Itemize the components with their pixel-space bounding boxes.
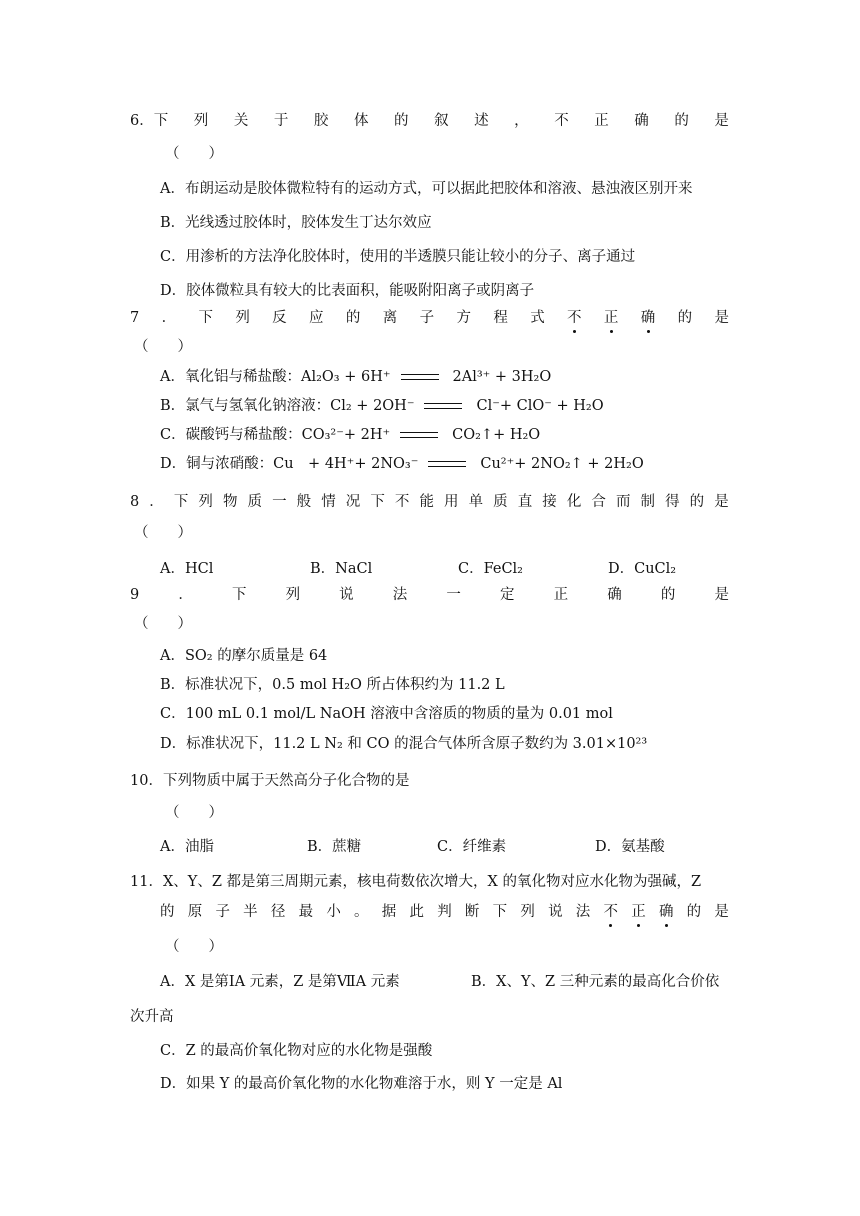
emphasis-char: 正 <box>603 310 619 326</box>
q11-answer-paren: （ ） <box>165 939 223 955</box>
q7-option-c: C．碳酸钙与稀盐酸：CO₃²⁻+ 2H⁺ CO₂↑+ H₂O <box>160 427 541 443</box>
q6-stem: 6．下 列 关 于 胶 体 的 叙 述 ， 不 正 确 的 是 <box>130 113 729 129</box>
q11-stem-line2: 的 原 子 半 径 最 小 。 据 此 判 断 下 列 说 法 不 正 确 的 是 <box>160 904 729 920</box>
q8-option-c: C．FeCl₂ <box>458 561 523 577</box>
q10-option-a: A．油脂 <box>160 839 214 855</box>
q9-option-b: B．标准状况下，0.5 mol H₂O 所占体积约为 11.2 L <box>160 677 505 693</box>
q10-answer-paren: （ ） <box>165 805 223 821</box>
q7-option-d: D．铜与浓硝酸：Cu + 4H⁺+ 2NO₃⁻ Cu²⁺+ 2NO₂↑ + 2H₂O <box>160 456 644 472</box>
q9-answer-paren: （ ） <box>134 616 192 632</box>
q8-stem: 8 ． 下 列 物 质 一 般 情 况 下 不 能 用 单 质 直 接 化 合 而 制 得 的 是 <box>130 494 729 510</box>
q6-answer-paren: （ ） <box>165 146 223 162</box>
q8-answer-paren: （ ） <box>134 525 192 541</box>
q7-stem: 7 ． 下 列 反 应 的 离 子 方 程 式 不 正 确 的 是 <box>130 310 729 326</box>
q8-option-b: B．NaCl <box>310 561 373 577</box>
q8-options <box>160 559 676 579</box>
q11-option-b-part2: 次升高 <box>130 1009 174 1025</box>
q7-option-a: A．氧化铝与稀盐酸：Al₂O₃ + 6H⁺ 2Al³⁺ + 3H₂O <box>160 369 552 385</box>
q11-option-a: A．X 是第ⅠA 元素，Z 是第ⅦA 元素 <box>160 974 400 990</box>
q11-option-d: D．如果 Y 的最高价氧化物的水化物难溶于水，则 Y 一定是 Al <box>160 1076 563 1092</box>
q6-option-b: B．光线透过胶体时，胶体发生丁达尔效应 <box>160 215 432 231</box>
emphasis-char: 不 <box>567 310 582 326</box>
q11-option-c: C．Z 的最高价氧化物对应的水化物是强酸 <box>160 1043 433 1059</box>
q8-option-d: D．CuCl₂ <box>608 561 677 577</box>
q9-stem: 9 ． 下 列 说 法 一 定 正 确 的 是 <box>130 587 729 603</box>
emphasis-char: 确 <box>640 310 656 326</box>
q11-stem-line1: 11．X、Y、Z 都是第三周期元素，核电荷数依次增大，X 的氧化物对应水化物为强碱，Z <box>130 874 702 890</box>
equals-sign <box>424 403 462 409</box>
q6-option-c: C．用渗析的方法净化胶体时，使用的半透膜只能让较小的分子、离子通过 <box>160 249 636 265</box>
q8-option-a: A．HCl <box>160 561 214 577</box>
q10-option-d: D．氨基酸 <box>595 839 665 855</box>
equals-sign <box>428 461 466 467</box>
q10-option-c: C．纤维素 <box>437 839 507 855</box>
equals-sign <box>401 374 439 380</box>
q9-option-d: D．标准状况下，11.2 L N₂ 和 CO 的混合气体所含原子数约为 3.01×10²³ <box>160 736 648 752</box>
emphasis-char: 正 <box>631 904 646 920</box>
emphasis-char: 确 <box>658 904 674 920</box>
q10-options <box>160 837 665 857</box>
emphasis-char: 不 <box>603 904 618 920</box>
q7-answer-paren: （ ） <box>134 339 192 355</box>
q9-option-c: C．100 mL 0.1 mol/L NaOH 溶液中含溶质的物质的量为 0.01 mol <box>160 706 613 722</box>
q6-option-a: A．布朗运动是胶体微粒特有的运动方式，可以据此把胶体和溶液、悬浊液区别开来 <box>160 181 693 197</box>
q7-option-b: B．氯气与氢氧化钠溶液：Cl₂ + 2OH⁻ Cl⁻+ ClO⁻ + H₂O <box>160 398 604 414</box>
equals-sign <box>400 432 438 438</box>
q9-option-a: A．SO₂ 的摩尔质量是 64 <box>160 648 328 664</box>
q10-stem: 10．下列物质中属于天然高分子化合物的是 <box>130 773 410 789</box>
q10-option-b: B．蔗糖 <box>307 839 362 855</box>
q11-option-b-part1: B．X、Y、Z 三种元素的最高化合价依 <box>471 974 720 990</box>
q6-option-d: D．胶体微粒具有较大的比表面积，能吸附阳离子或阴离子 <box>160 283 535 299</box>
